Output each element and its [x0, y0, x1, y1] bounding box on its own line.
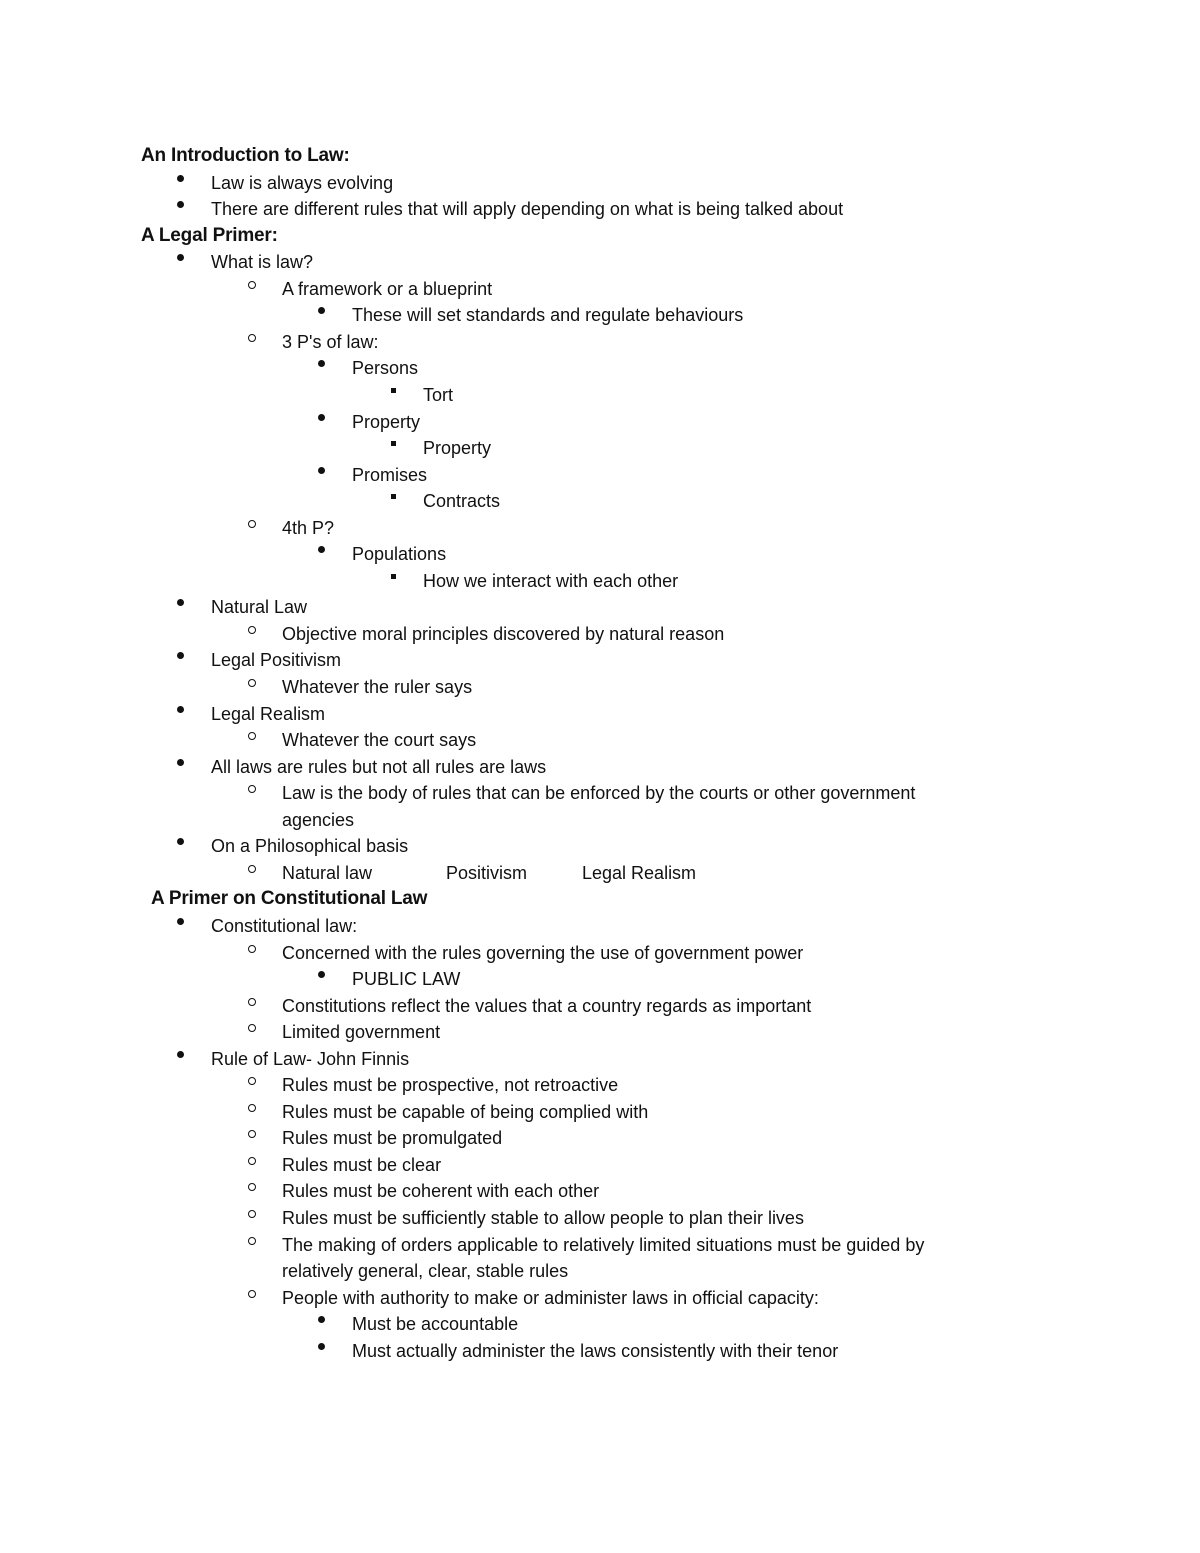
bullet-circle-icon [242, 622, 262, 646]
item-text: Must be accountable [352, 1314, 519, 1334]
item-text: These will set standards and regulate behaviours [352, 305, 744, 325]
bullet-circle-icon [242, 1179, 262, 1203]
item-text: Must actually administer the laws consistently with their tenor [352, 1341, 839, 1361]
bullet-circle-icon [242, 330, 262, 354]
item-text: Rules must be promulgated [282, 1128, 503, 1148]
bullet-dot-icon [170, 1047, 190, 1071]
bullet-circle-icon [242, 1153, 262, 1177]
item-text: Whatever the court says [282, 730, 477, 750]
item-text: Whatever the ruler says [282, 677, 473, 697]
bullet-circle-icon [242, 277, 262, 301]
bullet-dot-icon [311, 356, 331, 380]
bullet-circle-icon [242, 728, 262, 752]
bullet-circle-icon [242, 1020, 262, 1044]
bullet-square-icon [383, 569, 403, 593]
item-text: On a Philosophical basis [211, 836, 409, 856]
item-text: The making of orders applicable to relatively limited situations must be guided by [282, 1235, 925, 1255]
item-text: Objective moral principles discovered by natural reason [282, 624, 725, 644]
item-text: Rules must be coherent with each other [282, 1181, 600, 1201]
bullet-circle-icon [242, 1126, 262, 1150]
bullet-circle-icon [242, 1206, 262, 1230]
bullet-dot-icon [311, 1312, 331, 1336]
item-text: Tort [423, 385, 454, 405]
bullet-circle-icon [242, 1073, 262, 1097]
item-text: Property [423, 438, 492, 458]
item-text: Natural law [282, 863, 373, 883]
item-text: 3 P's of law: [282, 332, 379, 352]
bullet-square-icon [383, 489, 403, 513]
item-text: relatively general, clear, stable rules [282, 1261, 569, 1281]
bullet-dot-icon [170, 171, 190, 195]
bullet-dot-icon [311, 967, 331, 991]
bullet-circle-icon [242, 1233, 262, 1257]
item-text: Law is always evolving [211, 173, 394, 193]
item-text: Persons [352, 358, 419, 378]
bullet-dot-icon [170, 595, 190, 619]
bullet-circle-icon [242, 941, 262, 965]
item-text: Concerned with the rules governing the use of government power [282, 943, 804, 963]
item-text-column: Positivism [446, 863, 528, 883]
item-text: People with authority to make or administer laws in official capacity: [282, 1288, 819, 1308]
item-text: There are different rules that will apply depending on what is being talked about [211, 199, 844, 219]
item-text: Constitutions reflect the values that a country regards as important [282, 996, 812, 1016]
heading-text: A Legal Primer: [141, 225, 278, 246]
heading-text: An Introduction to Law: [141, 145, 350, 166]
item-text: Limited government [282, 1022, 441, 1042]
item-text: Promises [352, 465, 428, 485]
bullet-dot-icon [170, 250, 190, 274]
item-text: Populations [352, 544, 447, 564]
bullet-dot-icon [311, 542, 331, 566]
item-text: Rules must be sufficiently stable to allow people to plan their lives [282, 1208, 804, 1228]
item-text: A framework or a blueprint [282, 279, 493, 299]
bullet-circle-icon [242, 675, 262, 699]
item-text: Rules must be clear [282, 1155, 442, 1175]
bullet-circle-icon [242, 781, 262, 805]
bullet-dot-icon [170, 834, 190, 858]
bullet-circle-icon [242, 861, 262, 885]
bullet-square-icon [383, 436, 403, 460]
bullet-dot-icon [170, 197, 190, 221]
item-text: Property [352, 412, 421, 432]
item-text: Legal Positivism [211, 650, 342, 670]
bullet-circle-icon [242, 1286, 262, 1310]
bullet-dot-icon [170, 755, 190, 779]
item-text: agencies [282, 810, 355, 830]
bullet-dot-icon [170, 648, 190, 672]
item-text: Natural Law [211, 597, 308, 617]
bullet-dot-icon [311, 1339, 331, 1363]
item-text: What is law? [211, 252, 314, 272]
heading-text: A Primer on Constitutional Law [151, 888, 428, 909]
item-text: Legal Realism [211, 704, 326, 724]
bullet-circle-icon [242, 994, 262, 1018]
bullet-square-icon [383, 383, 403, 407]
item-text-column: Legal Realism [582, 863, 697, 883]
bullet-dot-icon [170, 702, 190, 726]
item-text: Constitutional law: [211, 916, 358, 936]
item-text: Rules must be prospective, not retroactive [282, 1075, 619, 1095]
bullet-dot-icon [311, 463, 331, 487]
bullet-dot-icon [311, 303, 331, 327]
item-text: Law is the body of rules that can be enforced by the courts or other government [282, 783, 916, 803]
item-text: Rule of Law- John Finnis [211, 1049, 410, 1069]
item-text: Rules must be capable of being complied with [282, 1102, 649, 1122]
bullet-circle-icon [242, 1100, 262, 1124]
bullet-dot-icon [170, 914, 190, 938]
bullet-dot-icon [311, 410, 331, 434]
item-text: Contracts [423, 491, 501, 511]
item-text: How we interact with each other [423, 571, 679, 591]
item-text: All laws are rules but not all rules are laws [211, 757, 547, 777]
item-text: PUBLIC LAW [352, 969, 461, 989]
item-text: 4th P? [282, 518, 335, 538]
bullet-circle-icon [242, 516, 262, 540]
